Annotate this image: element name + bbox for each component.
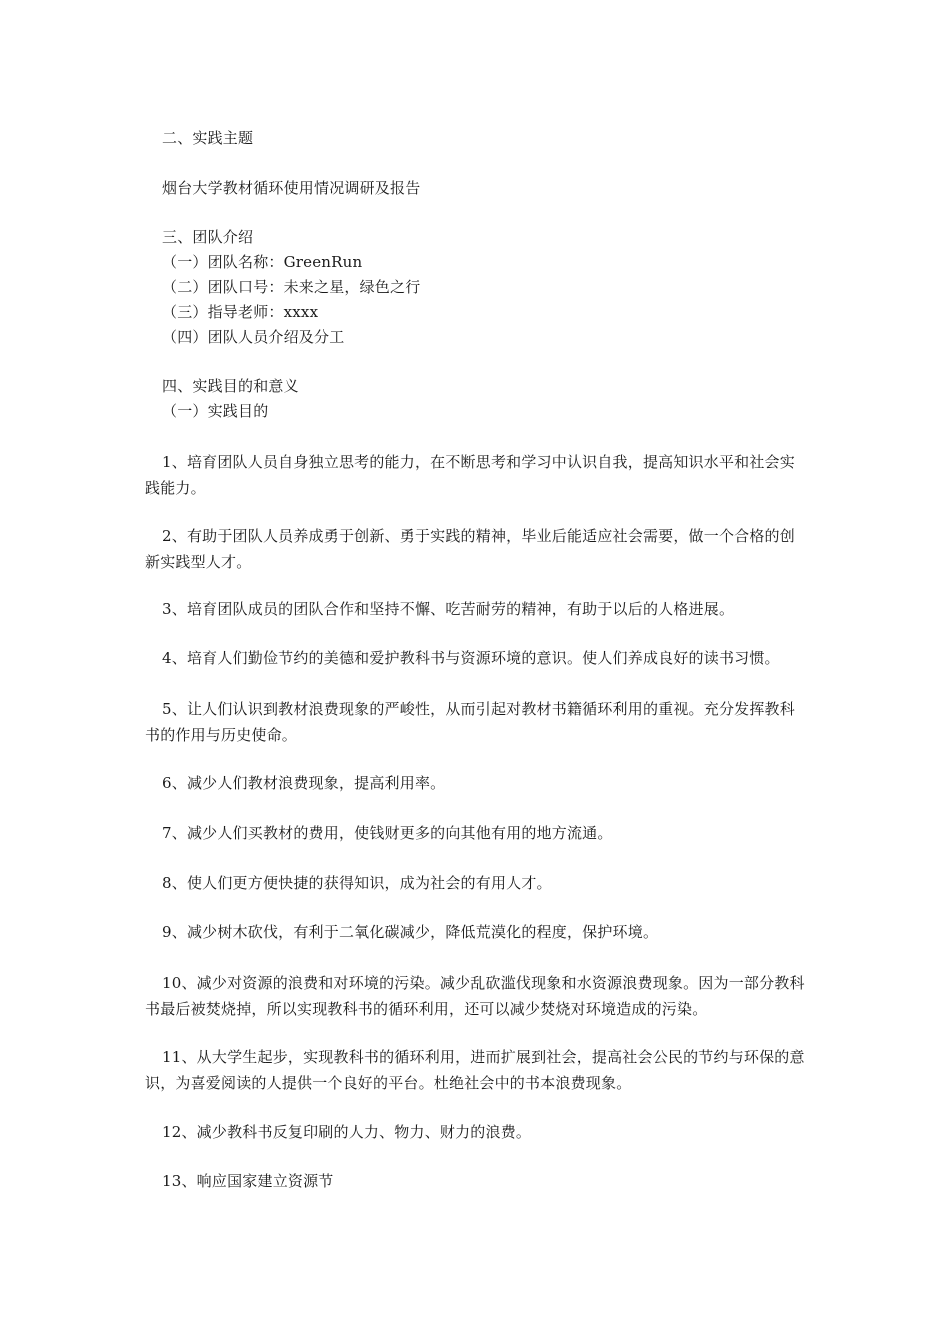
section-heading-4: 四、实践目的和意义 xyxy=(162,377,299,395)
purpose-item: 4、培育人们勤俭节约的美德和爱护教科书与资源环境的意识。使人们养成良好的读书习惯。 xyxy=(162,649,780,667)
purpose-item: 7、减少人们买教材的费用，使钱财更多的向其他有用的地方流通。 xyxy=(162,824,613,842)
purpose-item: 1、培育团队人员自身独立思考的能力，在不断思考和学习中认识自我，提高知识水平和社会实践能力。 xyxy=(145,453,795,497)
purpose-item: 6、减少人们教材浪费现象，提高利用率。 xyxy=(162,774,446,792)
team-members: （四）团队人员介绍及分工 xyxy=(162,328,345,346)
practice-topic: 烟台大学教材循环使用情况调研及报告 xyxy=(162,179,421,197)
purpose-item: 11、从大学生起步，实现教科书的循环利用，进而扩展到社会，提高社会公民的节约与环保的意识，为喜爱阅读的人提供一个良好的平台。杜绝社会中的书本浪费现象。 xyxy=(145,1048,805,1092)
team-slogan: （二）团队口号：未来之星，绿色之行 xyxy=(162,278,421,296)
section-heading-2: 二、实践主题 xyxy=(162,129,254,147)
purpose-item: 5、让人们认识到教材浪费现象的严峻性，从而引起对教材书籍循环利用的重视。充分发挥教科书的作用与历史使命。 xyxy=(145,700,795,744)
purpose-item: 10、减少对资源的浪费和对环境的污染。减少乱砍滥伐现象和水资源浪费现象。因为一部分教科书最后被焚烧掉，所以实现教科书的循环利用，还可以减少焚烧对环境造成的污染。 xyxy=(145,974,805,1018)
purpose-item: 8、使人们更方便快捷的获得知识，成为社会的有用人才。 xyxy=(162,874,552,892)
team-name: （一）团队名称：GreenRun xyxy=(162,253,363,271)
purpose-item: 3、培育团队成员的团队合作和坚持不懈、吃苦耐劳的精神，有助于以后的人格进展。 xyxy=(162,600,735,618)
purpose-item: 13、响应国家建立资源节 xyxy=(162,1172,334,1190)
purpose-item: 12、减少教科书反复印刷的人力、物力、财力的浪费。 xyxy=(162,1123,532,1141)
purpose-item: 2、有助于团队人员养成勇于创新、勇于实践的精神，毕业后能适应社会需要，做一个合格的创新实践型人才。 xyxy=(145,527,795,571)
subsection-purpose: （一）实践目的 xyxy=(162,402,269,420)
team-advisor: （三）指导老师：xxxx xyxy=(162,303,319,321)
purpose-item: 9、减少树木砍伐，有利于二氧化碳减少，降低荒漠化的程度，保护环境。 xyxy=(162,923,659,941)
section-heading-3: 三、团队介绍 xyxy=(162,228,254,246)
